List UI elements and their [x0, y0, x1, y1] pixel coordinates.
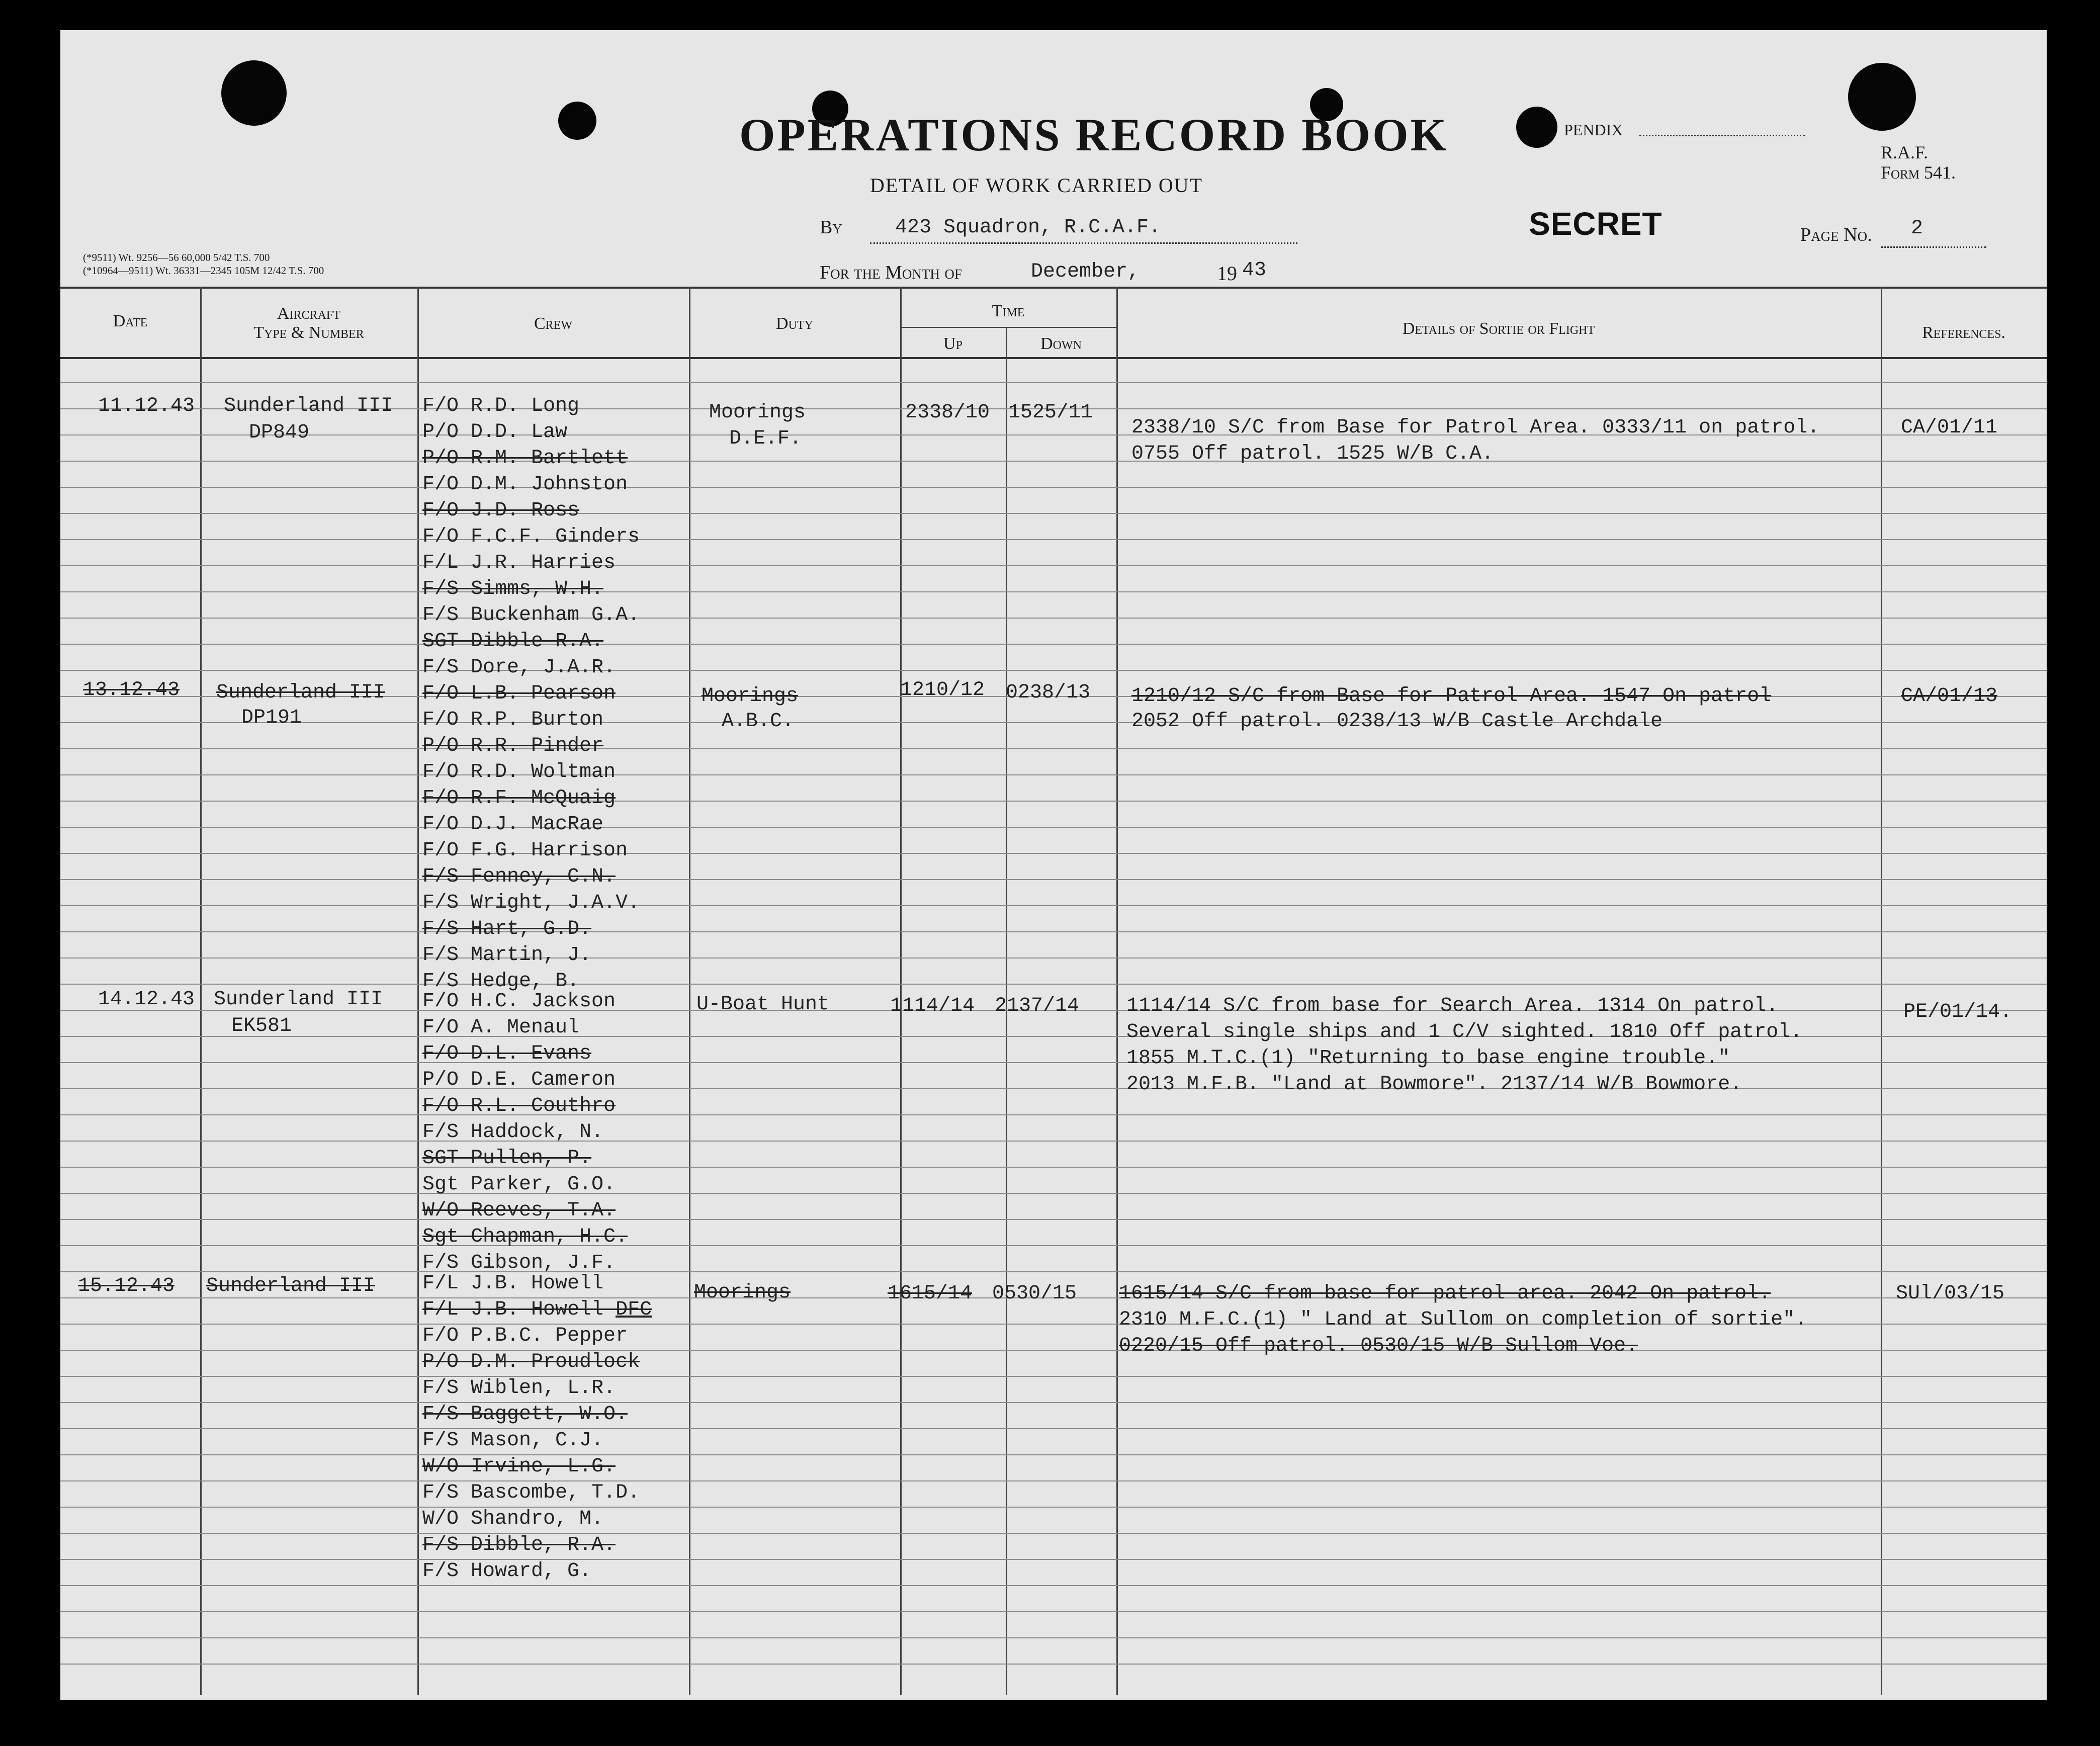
- ruled-line: [60, 1533, 2047, 1534]
- crew-member: F/S Wright, J.A.V.: [422, 892, 640, 914]
- crew-member: F/S Haddock, N.: [422, 1121, 604, 1144]
- aircraft-type: Sunderland III: [206, 1275, 376, 1297]
- ruled-line: [60, 1507, 2047, 1508]
- squadron-name: 423 Squadron, R.C.A.F.: [895, 216, 1161, 239]
- ruled-line: [60, 879, 2047, 880]
- ruled-line: [60, 1062, 2047, 1063]
- ruled-line: [60, 1114, 2047, 1115]
- table-top-border: [60, 287, 2047, 289]
- month-label: For the Month of: [820, 262, 962, 283]
- crew-member: P/O R.R. Pinder: [422, 735, 604, 757]
- crew-member: F/O F.C.F. Ginders: [422, 526, 640, 548]
- ruled-line: [60, 1664, 2047, 1665]
- sortie-details: Several single ships and 1 C/V sighted. 1810 Off patrol.: [1126, 1021, 1803, 1043]
- column-divider: [1116, 287, 1118, 1695]
- crew-member: F/O R.L. Couthro: [422, 1095, 616, 1117]
- award-badge: DFC: [616, 1298, 652, 1321]
- ruled-line: [60, 984, 2047, 985]
- classification-stamp: SECRET: [1529, 206, 1662, 242]
- ruled-line: [60, 1559, 2047, 1560]
- entry-date: 13.12.43: [83, 679, 180, 702]
- col-duty: Duty: [776, 314, 813, 333]
- duty-sub: D.E.F.: [729, 427, 802, 450]
- crew-member: F/O R.D. Long: [422, 395, 580, 417]
- crew-member: F/S Baggett, W.O.: [422, 1403, 628, 1426]
- crew-member: Sgt Chapman, H.C.: [422, 1226, 628, 1248]
- ruled-line: [60, 931, 2047, 932]
- sortie-details: 1855 M.T.C.(1) "Returning to base engine trouble.": [1126, 1047, 1730, 1070]
- col-crew: Crew: [534, 314, 572, 333]
- crew-member: W/O Irvine, L.G.: [422, 1455, 616, 1478]
- crew-member: F/S Fenney, C.N.: [422, 865, 616, 888]
- time-up: 2338/10: [905, 401, 990, 424]
- ruled-line: [60, 1585, 2047, 1586]
- ruled-line: [60, 853, 2047, 854]
- page-number: 2: [1911, 217, 1923, 240]
- ruled-line: [60, 1245, 2047, 1246]
- ruled-line: [60, 1350, 2047, 1351]
- ruled-line: [60, 1402, 2047, 1403]
- form-label: R.A.F.: [1881, 142, 1929, 162]
- crew-member: F/O D.L. Evans: [422, 1042, 592, 1065]
- aircraft-number: EK581: [231, 1015, 292, 1037]
- ruled-line: [60, 644, 2047, 645]
- by-line: [870, 242, 1297, 244]
- crew-member: P/O R.M. Bartlett: [422, 447, 628, 470]
- sortie-details: 1210/12 S/C from Base for Patrol Area. 1547 On patrol: [1131, 685, 1772, 708]
- by-label: By: [820, 217, 842, 238]
- aircraft-type: Sunderland III: [224, 395, 393, 417]
- reference: PE/01/14.: [1903, 1001, 2012, 1023]
- crew-member: F/O H.C. Jackson: [422, 990, 616, 1013]
- appendix-label: PENDIX: [1564, 121, 1623, 139]
- crew-member: Sgt Parker, G.O.: [422, 1173, 616, 1196]
- duty: Moorings: [709, 401, 806, 424]
- reference: CA/01/11: [1901, 416, 1998, 439]
- month-value: December,: [1031, 260, 1140, 283]
- crew-member: F/O J.D. Ross: [422, 499, 580, 522]
- crew-member: F/S Gibson, J.F.: [422, 1252, 616, 1274]
- sortie-details: 2310 M.F.C.(1) " Land at Sullom on completion of sortie".: [1119, 1308, 1807, 1331]
- ruled-line: [60, 670, 2047, 671]
- ruled-line: [60, 1428, 2047, 1429]
- column-divider: [900, 287, 902, 1695]
- ruled-line: [60, 618, 2047, 619]
- ruled-line: [60, 1193, 2047, 1194]
- crew-member: P/O D.E. Cameron: [422, 1069, 616, 1091]
- reference: CA/01/13: [1901, 685, 1998, 708]
- sortie-details: 2338/10 S/C from Base for Patrol Area. 0333/11 on patrol.: [1131, 416, 1820, 439]
- crew-member: F/S Mason, C.J.: [422, 1429, 604, 1452]
- document-page: [60, 30, 2047, 1700]
- crew-member: F/S Howard, G.: [422, 1560, 592, 1583]
- sortie-details: 1114/14 S/C from base for Search Area. 1314 On patrol.: [1126, 995, 1779, 1017]
- col-references: References.: [1922, 323, 2005, 342]
- punch-hole: [558, 102, 596, 140]
- crew-member: F/S Buckenham G.A.: [422, 604, 640, 627]
- page-number-line: [1881, 246, 1986, 248]
- ruled-line: [60, 1611, 2047, 1612]
- col-up: Up: [943, 334, 962, 353]
- col-time: Time: [992, 302, 1025, 320]
- crew-member: F/S Hart, G.D.: [422, 918, 592, 940]
- ruled-line: [60, 539, 2047, 540]
- crew-member: F/O L.B. Pearson: [422, 682, 616, 705]
- ruled-line: [60, 1376, 2047, 1377]
- reference: SUl/03/15: [1896, 1282, 2005, 1305]
- crew-member: F/O R.P. Burton: [422, 709, 604, 731]
- col-aircraft-type: Type & Number: [253, 323, 364, 342]
- sortie-details: 2052 Off patrol. 0238/13 W/B Castle Archdale: [1131, 710, 1663, 733]
- crew-member: F/O R.D. Woltman: [422, 761, 616, 783]
- sortie-details: 0755 Off patrol. 1525 W/B C.A.: [1131, 443, 1494, 465]
- ruled-line: [60, 513, 2047, 514]
- crew-member: F/L J.R. Harries: [422, 552, 616, 574]
- col-date: Date: [113, 312, 148, 330]
- year-value: 43: [1242, 259, 1267, 282]
- ruled-line: [60, 1167, 2047, 1168]
- crew-member: P/O D.M. Proudlock: [422, 1351, 640, 1373]
- print-code-2: (*10964—9511) Wt. 36331—2345 105M 12/42 T.S. 700: [83, 265, 324, 277]
- aircraft-number: DP849: [249, 421, 310, 444]
- ruled-line: [60, 1480, 2047, 1481]
- sortie-details: 1615/14 S/C from base for patrol area. 2042 On patrol.: [1119, 1282, 1771, 1305]
- crew-member: W/O Shandro, M.: [422, 1508, 604, 1530]
- page-number-label: Page No.: [1800, 224, 1872, 245]
- time-up: 1114/14: [890, 995, 975, 1017]
- punch-hole: [1848, 63, 1916, 131]
- time-up: 1615/14: [888, 1282, 973, 1305]
- ruled-line: [60, 774, 2047, 775]
- ruled-line: [60, 957, 2047, 958]
- ruled-line: [60, 1454, 2047, 1455]
- aircraft-number: DP191: [241, 707, 302, 729]
- crew-member: F/O D.M. Johnston: [422, 473, 628, 496]
- crew-member: F/O F.G. Harrison: [422, 839, 628, 862]
- time-down: 0530/15: [992, 1282, 1077, 1305]
- sortie-details: 2013 M.F.B. "Land at Bowmore". 2137/14 W/B Bowmore.: [1126, 1073, 1742, 1096]
- column-divider: [1881, 287, 1882, 1695]
- ruled-line: [60, 748, 2047, 749]
- table-header-border: [60, 357, 2047, 359]
- punch-hole: [1516, 107, 1557, 148]
- ruled-line: [60, 1141, 2047, 1142]
- crew-member: F/S Martin, J.: [422, 944, 592, 967]
- col-down: Down: [1040, 334, 1082, 353]
- crew-member: F/O P.B.C. Pepper: [422, 1325, 628, 1347]
- column-divider: [689, 287, 690, 1695]
- ruled-line: [60, 1088, 2047, 1089]
- time-down: 0238/13: [1006, 681, 1091, 704]
- year-prefix: 19: [1217, 262, 1237, 285]
- time-divider: [900, 327, 1116, 328]
- entry-date: 11.12.43: [98, 395, 195, 417]
- ruled-line: [60, 487, 2047, 488]
- col-aircraft: Aircraft: [277, 304, 340, 323]
- crew-member: SGT Pullen, P.: [422, 1147, 592, 1170]
- ruled-line: [60, 722, 2047, 723]
- page-subtitle: DETAIL OF WORK CARRIED OUT: [870, 174, 1203, 197]
- ruled-line: [60, 1219, 2047, 1220]
- aircraft-type: Sunderland III: [214, 988, 383, 1011]
- crew-member: F/O R.F. McQuaig: [422, 787, 616, 810]
- col-details: Details of Sortie or Flight: [1402, 319, 1595, 338]
- duty: Moorings: [694, 1281, 791, 1304]
- ruled-line: [60, 1271, 2047, 1272]
- ruled-line: [60, 801, 2047, 802]
- ruled-line: [60, 905, 2047, 906]
- ruled-line: [60, 591, 2047, 592]
- ruled-line: [60, 827, 2047, 828]
- crew-member: F/S Bascombe, T.D.: [422, 1481, 640, 1504]
- form-number: Form 541.: [1881, 162, 1956, 183]
- crew-member: F/O D.J. MacRae: [422, 813, 604, 836]
- crew-member: F/S Dore, J.A.R.: [422, 656, 616, 679]
- entry-date: 15.12.43: [78, 1275, 175, 1297]
- time-down: 2137/14: [995, 995, 1080, 1017]
- crew-member: [422, 1298, 652, 1321]
- duty: Moorings: [702, 685, 799, 708]
- duty: U-Boat Hunt: [696, 993, 830, 1016]
- ruled-line: [60, 1637, 2047, 1638]
- punch-hole: [221, 60, 287, 126]
- print-code-1: (*9511) Wt. 9256—56 60,000 5/42 T.S. 700: [83, 251, 270, 264]
- sortie-details: 0220/15 Off patrol. 0530/15 W/B Sullom Voe.: [1119, 1335, 1638, 1357]
- crew-member: P/O D.D. Law: [422, 421, 568, 444]
- crew-member: F/S Simms, W.H.: [422, 578, 604, 600]
- column-divider: [200, 287, 202, 1695]
- crew-name: F/L J.B. Howell: [422, 1298, 604, 1321]
- crew-member: F/L J.B. Howell: [422, 1272, 604, 1295]
- entry-date: 14.12.43: [98, 988, 195, 1011]
- column-divider: [417, 287, 419, 1695]
- crew-member: F/S Dibble, R.A.: [422, 1534, 616, 1556]
- page-title: OPERATIONS RECORD BOOK: [739, 109, 1449, 160]
- appendix-line: [1639, 135, 1805, 136]
- ruled-line: [60, 461, 2047, 462]
- crew-member: SGT Dibble R.A.: [422, 630, 604, 653]
- duty-sub: A.B.C.: [722, 710, 795, 733]
- aircraft-type: Sunderland III: [216, 681, 386, 704]
- ruled-line: [60, 382, 2047, 383]
- crew-member: W/O Reeves, T.A.: [422, 1199, 616, 1222]
- time-down: 1525/11: [1008, 401, 1093, 424]
- crew-member: F/S Wiblen, L.R.: [422, 1377, 616, 1400]
- ruled-line: [60, 565, 2047, 566]
- time-up: 1210/12: [900, 679, 985, 702]
- crew-member: F/O A. Menaul: [422, 1016, 580, 1039]
- crew-member: F/S Hedge, B.: [422, 970, 580, 993]
